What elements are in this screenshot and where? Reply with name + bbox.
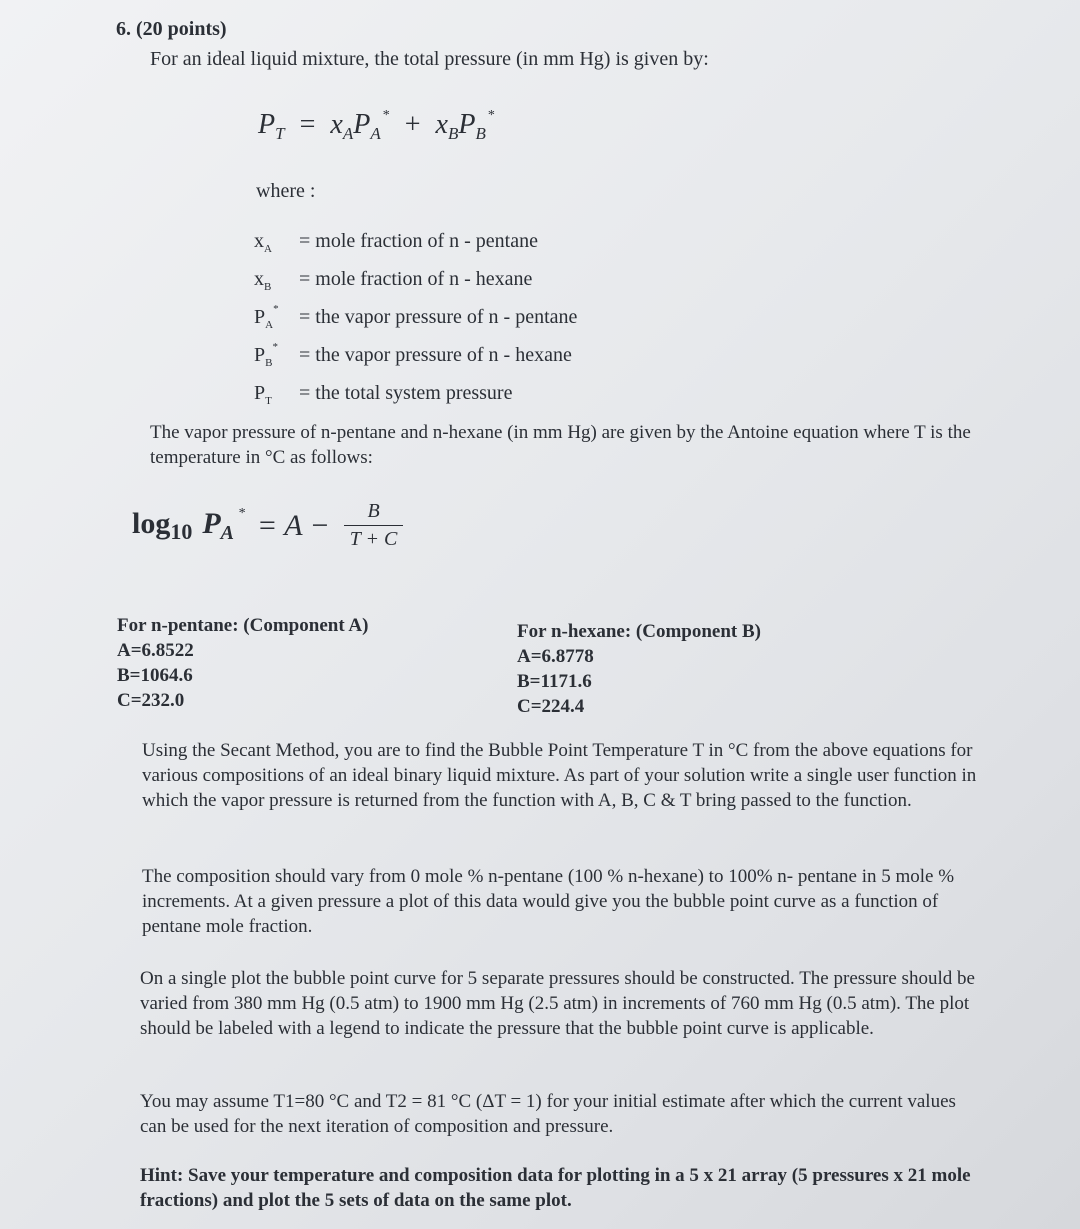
eq-plus: +: [404, 109, 421, 140]
antoine-fraction: [344, 500, 404, 551]
definition-symbol: $P_A^*$: [254, 303, 279, 331]
initial-estimate-paragraph: You may assume T1=80 °C and T2 = 81 °C (ΔT = 1) for your initial estimate after which the current values can be used for the next iteration of composition and pressure.: [140, 1091, 956, 1137]
definition-symbol: $P_B^*$: [254, 341, 278, 369]
antoine-rhs: = A −: [257, 508, 330, 542]
eq-lhs: $P_T$: [258, 109, 285, 143]
composition-paragraph: The composition should vary from 0 mole % n-pentane (100 % n-hexane) to 100% n- pentane in 5 mole % increments. At a given pressure a plot of this data would give you the bubble point curve as a function of pentane mole fraction.: [142, 866, 955, 937]
definition-row: [254, 218, 577, 256]
antoine-log: $\log_{10}$: [132, 506, 193, 544]
component-b-B: B=1171.6: [517, 671, 592, 692]
hint-paragraph: Hint: Save your temperature and composition data for plotting in a 5 x 21 array (5 pressures x 21 mole fractions) and plot the 5 sets of data on the same plot.: [140, 1165, 971, 1211]
eq-term2: $x_BP_B^*$: [435, 108, 495, 143]
definition-symbol: $x_B$: [254, 268, 272, 293]
component-b-A: A=6.8778: [517, 646, 594, 667]
component-a-A: A=6.8522: [117, 640, 194, 661]
definition-row: [254, 256, 577, 294]
definition-symbol: $P_T$: [254, 382, 272, 407]
question-intro: For an ideal liquid mixture, the total pressure (in mm Hg) is given by:: [150, 48, 709, 70]
component-a-block: [117, 613, 368, 713]
vapor-pressure-paragraph: The vapor pressure of n-pentane and n-hexane (in mm Hg) are given by the Antoine equation where T is the temperature in °C as follows:: [150, 422, 971, 468]
secant-method-paragraph: Using the Secant Method, you are to find the Bubble Point Temperature T in °C from the above equations for various compositions of an ideal binary liquid mixture. As part of your solution write a single user function in which the vapor pressure is returned from the function with A, B, C & T bring passed to the function.: [142, 740, 977, 811]
definitions-list: [254, 218, 577, 408]
question-header: 6. (20 points): [116, 18, 227, 40]
component-a-B: B=1064.6: [117, 665, 193, 686]
eq-term1: $x_AP_A^*$: [330, 108, 390, 143]
definition-row: [254, 294, 577, 332]
where-label: where :: [256, 180, 316, 202]
component-a-title: For n-pentane: (Component A): [117, 615, 369, 636]
component-b-C: C=224.4: [517, 696, 585, 717]
component-b-title: For n-hexane: (Component B): [517, 621, 762, 642]
definition-row: [254, 332, 577, 370]
fraction-numerator: B: [367, 500, 380, 522]
definition-text: = mole fraction of n - hexane: [299, 268, 533, 290]
definition-text: = the vapor pressure of n - hexane: [299, 344, 572, 366]
plot-paragraph: On a single plot the bubble point curve for 5 separate pressures should be constructed. The pressure should be varied from 380 mm Hg (0.5 atm) to 1900 mm Hg (2.5 atm) in increments of 760 mm Hg (0.5 atm). The plot should be labeled with a legend to indicate the pressure that the bubble point curve is applicable.: [140, 968, 975, 1039]
antoine-equation: [132, 500, 403, 551]
definition-text: = the total system pressure: [299, 382, 513, 404]
component-b-block: [517, 619, 761, 719]
definition-text: = mole fraction of n - pentane: [299, 230, 538, 252]
antoine-pressure: $P_A^*$: [202, 506, 246, 544]
component-a-C: C=232.0: [117, 690, 185, 711]
fraction-denominator: T + C: [344, 525, 404, 551]
eq-equals: =: [299, 109, 316, 140]
definition-text: = the vapor pressure of n - pentane: [299, 306, 578, 328]
definition-symbol: $x_A$: [254, 230, 272, 255]
total-pressure-equation: [258, 108, 495, 144]
definition-row: [254, 370, 577, 408]
